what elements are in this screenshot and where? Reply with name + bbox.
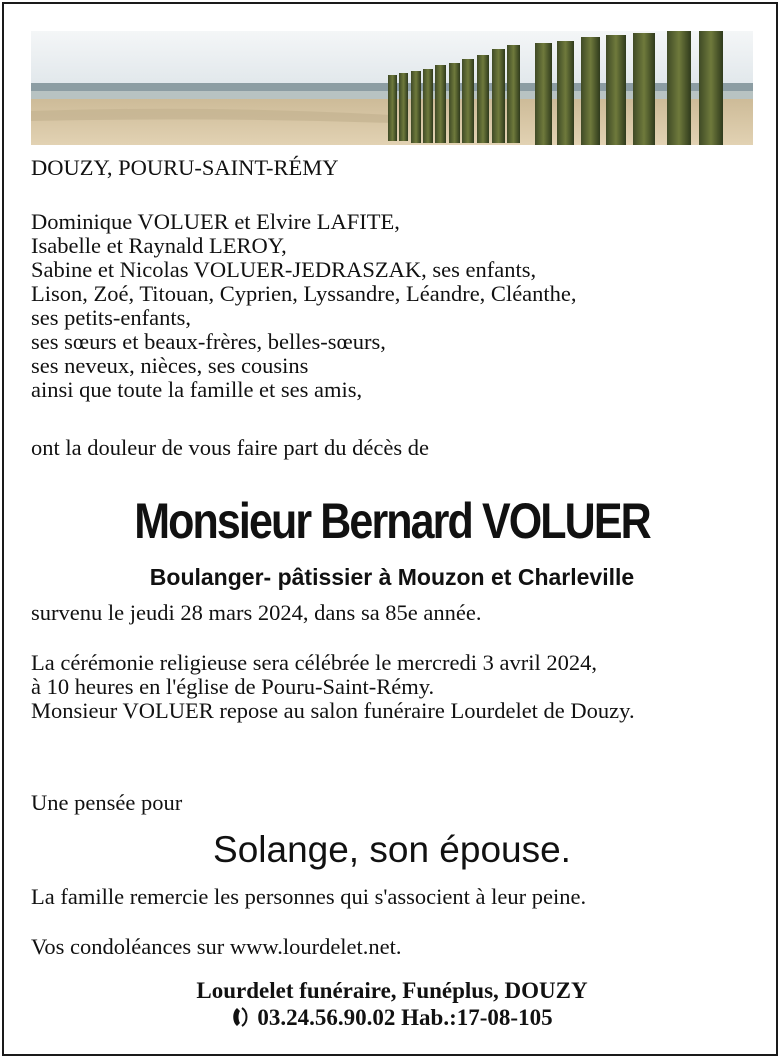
family-line: ses petits-enfants, <box>31 305 191 330</box>
ceremony-line: La cérémonie religieuse sera célébrée le mercredi 3 avril 2024, <box>31 650 597 675</box>
family-line: Lison, Zoé, Titouan, Cyprien, Lyssandre, Léandre, Cléanthe, <box>31 281 577 306</box>
ceremony-line: Monsieur VOLUER repose au salon funéraire Lourdelet de Douzy. <box>31 698 635 723</box>
family-line: Dominique VOLUER et Elvire LAFITE, <box>31 209 400 234</box>
ceremony-info <box>31 651 635 723</box>
beach-banner-image <box>31 31 753 145</box>
death-info-line: survenu le jeudi 28 mars 2024, dans sa 85e année. <box>31 600 482 625</box>
funeral-home-line: Lourdelet funéraire, Funéplus, DOUZY <box>196 978 588 1003</box>
phone-icon <box>231 1004 251 1032</box>
family-line: ses sœurs et beaux-frères, belles-sœurs, <box>31 329 386 354</box>
family-line: Isabelle et Raynald LEROY, <box>31 233 287 258</box>
announcement-line: ont la douleur de vous faire part du décès de <box>31 435 429 460</box>
family-line: ainsi que toute la famille et ses amis, <box>31 377 363 402</box>
family-line: Sabine et Nicolas VOLUER-JEDRASZAK, ses enfants, <box>31 257 537 282</box>
spouse-line: Solange, son épouse. <box>213 829 571 870</box>
family-line: ses neveux, nièces, ses cousins <box>31 353 309 378</box>
phone-line <box>0 1004 784 1032</box>
ceremony-line: à 10 heures en l'église de Pouru-Saint-Rémy. <box>31 674 435 699</box>
deceased-name: Monsieur Bernard VOLUER <box>134 493 650 549</box>
thought-intro: Une pensée pour <box>31 790 183 815</box>
thanks-line: La famille remercie les personnes qui s'associent à leur peine. <box>31 884 587 909</box>
phone-number: 03.24.56.90.02 Hab.:17-08-105 <box>257 1005 553 1030</box>
location-line: DOUZY, POURU-SAINT-RÉMY <box>31 155 339 180</box>
condolences-line: Vos condoléances sur www.lourdelet.net. <box>31 934 402 959</box>
profession-line: Boulanger- pâtissier à Mouzon et Charleville <box>149 564 635 590</box>
family-list <box>31 210 577 402</box>
